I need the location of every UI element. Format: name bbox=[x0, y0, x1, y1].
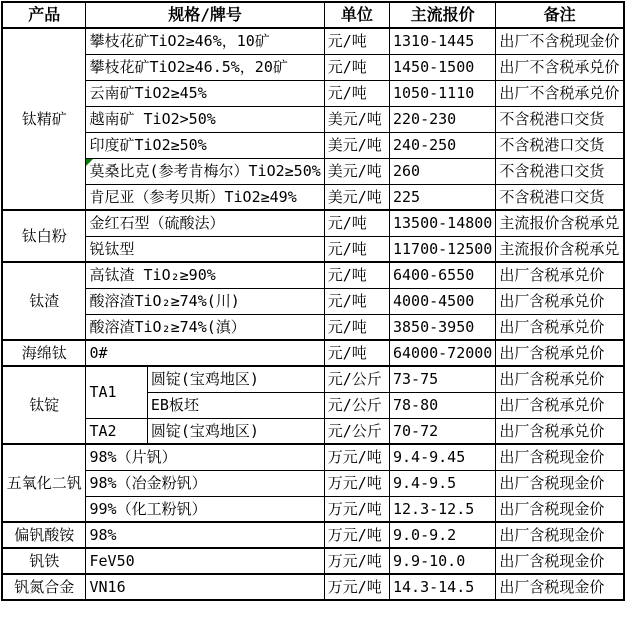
note-cell: 出厂含税承兑价 bbox=[496, 392, 624, 418]
spec-cell: 98%（片钒） bbox=[86, 444, 324, 470]
spec-text: 莫桑比克(参考肯梅尔）TiO2≥50% bbox=[89, 161, 321, 180]
unit-cell: 元/吨 bbox=[324, 262, 389, 288]
table-row bbox=[2, 496, 624, 522]
table-row bbox=[2, 210, 624, 236]
grade-cell: TA1 bbox=[86, 366, 147, 418]
spec-cell: 云南矿TiO2≥45% bbox=[86, 80, 324, 106]
unit-cell: 美元/吨 bbox=[324, 106, 389, 132]
spec-cell: 攀枝花矿TiO2≥46.5%，20矿 bbox=[86, 54, 324, 80]
product-cell: 钒氮合金 bbox=[2, 574, 86, 600]
note-cell: 不含税港口交货 bbox=[496, 184, 624, 210]
price-cell: 1310-1445 bbox=[390, 28, 496, 54]
price-cell: 9.0-9.2 bbox=[390, 522, 496, 548]
unit-cell: 元/吨 bbox=[324, 28, 389, 54]
price-cell: 6400-6550 bbox=[390, 262, 496, 288]
header-unit: 单位 bbox=[324, 2, 389, 28]
product-cell: 钛白粉 bbox=[2, 210, 86, 262]
note-cell: 不含税港口交货 bbox=[496, 106, 624, 132]
price-cell: 1450-1500 bbox=[390, 54, 496, 80]
note-cell: 出厂含税承兑价 bbox=[496, 340, 624, 366]
price-cell: 9.9-10.0 bbox=[390, 548, 496, 574]
spec-cell: 0# bbox=[86, 340, 324, 366]
price-cell: 64000-72000 bbox=[390, 340, 496, 366]
unit-cell: 元/吨 bbox=[324, 210, 389, 236]
note-cell: 出厂不含税承兑价 bbox=[496, 54, 624, 80]
note-cell: 出厂不含税承兑价 bbox=[496, 80, 624, 106]
table-row bbox=[2, 132, 624, 158]
spec-cell: 越南矿 TiO2>50% bbox=[86, 106, 324, 132]
product-cell: 钛锭 bbox=[2, 366, 86, 444]
spec-cell: 98% bbox=[86, 522, 324, 548]
product-cell: 五氧化二钒 bbox=[2, 444, 86, 522]
spec-cell: 圆锭(宝鸡地区) bbox=[147, 418, 324, 444]
note-cell: 不含税港口交货 bbox=[496, 132, 624, 158]
table-row bbox=[2, 184, 624, 210]
header-price: 主流报价 bbox=[390, 2, 496, 28]
note-cell: 不含税港口交货 bbox=[496, 158, 624, 184]
product-cell: 海绵钛 bbox=[2, 340, 86, 366]
unit-cell: 元/吨 bbox=[324, 340, 389, 366]
product-cell: 偏钒酸铵 bbox=[2, 522, 86, 548]
price-cell: 14.3-14.5 bbox=[390, 574, 496, 600]
price-cell: 260 bbox=[390, 158, 496, 184]
table-row bbox=[2, 28, 624, 54]
note-cell: 出厂含税承兑价 bbox=[496, 262, 624, 288]
table-row bbox=[2, 314, 624, 340]
spec-cell bbox=[86, 158, 324, 184]
note-cell: 出厂含税现金价 bbox=[496, 548, 624, 574]
spec-cell: 金红石型（硫酸法） bbox=[86, 210, 324, 236]
table-row bbox=[2, 470, 624, 496]
price-cell: 240-250 bbox=[390, 132, 496, 158]
header-note: 备注 bbox=[496, 2, 624, 28]
note-cell: 出厂含税现金价 bbox=[496, 496, 624, 522]
product-cell: 钛精矿 bbox=[2, 28, 86, 210]
price-cell: 12.3-12.5 bbox=[390, 496, 496, 522]
spec-cell: 肯尼亚（参考贝斯）TiO2≥49% bbox=[86, 184, 324, 210]
spec-cell: 圆锭(宝鸡地区) bbox=[147, 366, 324, 392]
price-cell: 73-75 bbox=[390, 366, 496, 392]
note-cell: 出厂含税现金价 bbox=[496, 444, 624, 470]
unit-cell: 元/吨 bbox=[324, 80, 389, 106]
price-cell: 11700-12500 bbox=[390, 236, 496, 262]
price-cell: 9.4-9.5 bbox=[390, 470, 496, 496]
product-cell: 钒铁 bbox=[2, 548, 86, 574]
spec-cell: EB板坯 bbox=[147, 392, 324, 418]
table-row bbox=[2, 288, 624, 314]
table-row bbox=[2, 444, 624, 470]
unit-cell: 元/吨 bbox=[324, 314, 389, 340]
note-cell: 出厂含税承兑价 bbox=[496, 366, 624, 392]
price-cell: 1050-1110 bbox=[390, 80, 496, 106]
header-product: 产品 bbox=[2, 2, 86, 28]
spec-cell: 98%（冶金粉钒） bbox=[86, 470, 324, 496]
table-row bbox=[2, 80, 624, 106]
unit-cell: 元/吨 bbox=[324, 54, 389, 80]
table-row bbox=[2, 522, 624, 548]
price-cell: 13500-14800 bbox=[390, 210, 496, 236]
price-cell: 78-80 bbox=[390, 392, 496, 418]
price-cell: 220-230 bbox=[390, 106, 496, 132]
price-cell: 70-72 bbox=[390, 418, 496, 444]
price-table bbox=[1, 1, 625, 601]
price-cell: 4000-4500 bbox=[390, 288, 496, 314]
unit-cell: 万元/吨 bbox=[324, 496, 389, 522]
table-row bbox=[2, 106, 624, 132]
note-cell: 主流报价含税承兑 bbox=[496, 210, 624, 236]
spec-cell: 攀枝花矿TiO2≥46%，10矿 bbox=[86, 28, 324, 54]
unit-cell: 元/公斤 bbox=[324, 366, 389, 392]
price-cell: 9.4-9.45 bbox=[390, 444, 496, 470]
table-row bbox=[2, 366, 624, 392]
note-cell: 出厂含税承兑价 bbox=[496, 288, 624, 314]
unit-cell: 元/公斤 bbox=[324, 418, 389, 444]
table-row bbox=[2, 340, 624, 366]
unit-cell: 万元/吨 bbox=[324, 444, 389, 470]
spec-cell: VN16 bbox=[86, 574, 324, 600]
table-row bbox=[2, 262, 624, 288]
unit-cell: 元/吨 bbox=[324, 236, 389, 262]
unit-cell: 万元/吨 bbox=[324, 548, 389, 574]
spec-cell: 印度矿TiO2≥50% bbox=[86, 132, 324, 158]
note-cell: 出厂含税现金价 bbox=[496, 522, 624, 548]
unit-cell: 万元/吨 bbox=[324, 470, 389, 496]
product-cell: 钛渣 bbox=[2, 262, 86, 340]
price-cell: 225 bbox=[390, 184, 496, 210]
unit-cell: 万元/吨 bbox=[324, 522, 389, 548]
unit-cell: 美元/吨 bbox=[324, 184, 389, 210]
spec-cell: FeV50 bbox=[86, 548, 324, 574]
unit-cell: 元/吨 bbox=[324, 288, 389, 314]
unit-cell: 元/公斤 bbox=[324, 392, 389, 418]
header-spec: 规格/牌号 bbox=[86, 2, 324, 28]
table-row bbox=[2, 574, 624, 600]
spec-cell: 锐钛型 bbox=[86, 236, 324, 262]
header-row bbox=[2, 2, 624, 28]
cell-error-indicator-icon bbox=[86, 159, 93, 166]
table-row bbox=[2, 418, 624, 444]
note-cell: 出厂含税承兑价 bbox=[496, 418, 624, 444]
spec-cell: 高钛渣 TiO₂≥90% bbox=[86, 262, 324, 288]
table-row bbox=[2, 236, 624, 262]
grade-cell: TA2 bbox=[86, 418, 147, 444]
note-cell: 出厂含税现金价 bbox=[496, 470, 624, 496]
unit-cell: 万元/吨 bbox=[324, 574, 389, 600]
unit-cell: 美元/吨 bbox=[324, 132, 389, 158]
table-row bbox=[2, 54, 624, 80]
note-cell: 出厂含税承兑价 bbox=[496, 314, 624, 340]
note-cell: 主流报价含税承兑 bbox=[496, 236, 624, 262]
price-cell: 3850-3950 bbox=[390, 314, 496, 340]
spec-cell: 99%（化工粉钒） bbox=[86, 496, 324, 522]
table-row bbox=[2, 548, 624, 574]
note-cell: 出厂不含税现金价 bbox=[496, 28, 624, 54]
table-row bbox=[2, 158, 624, 184]
note-cell: 出厂含税现金价 bbox=[496, 574, 624, 600]
unit-cell: 美元/吨 bbox=[324, 158, 389, 184]
spec-cell: 酸溶渣TiO₂≥74%(川) bbox=[86, 288, 324, 314]
spec-cell: 酸溶渣TiO₂≥74%(滇） bbox=[86, 314, 324, 340]
